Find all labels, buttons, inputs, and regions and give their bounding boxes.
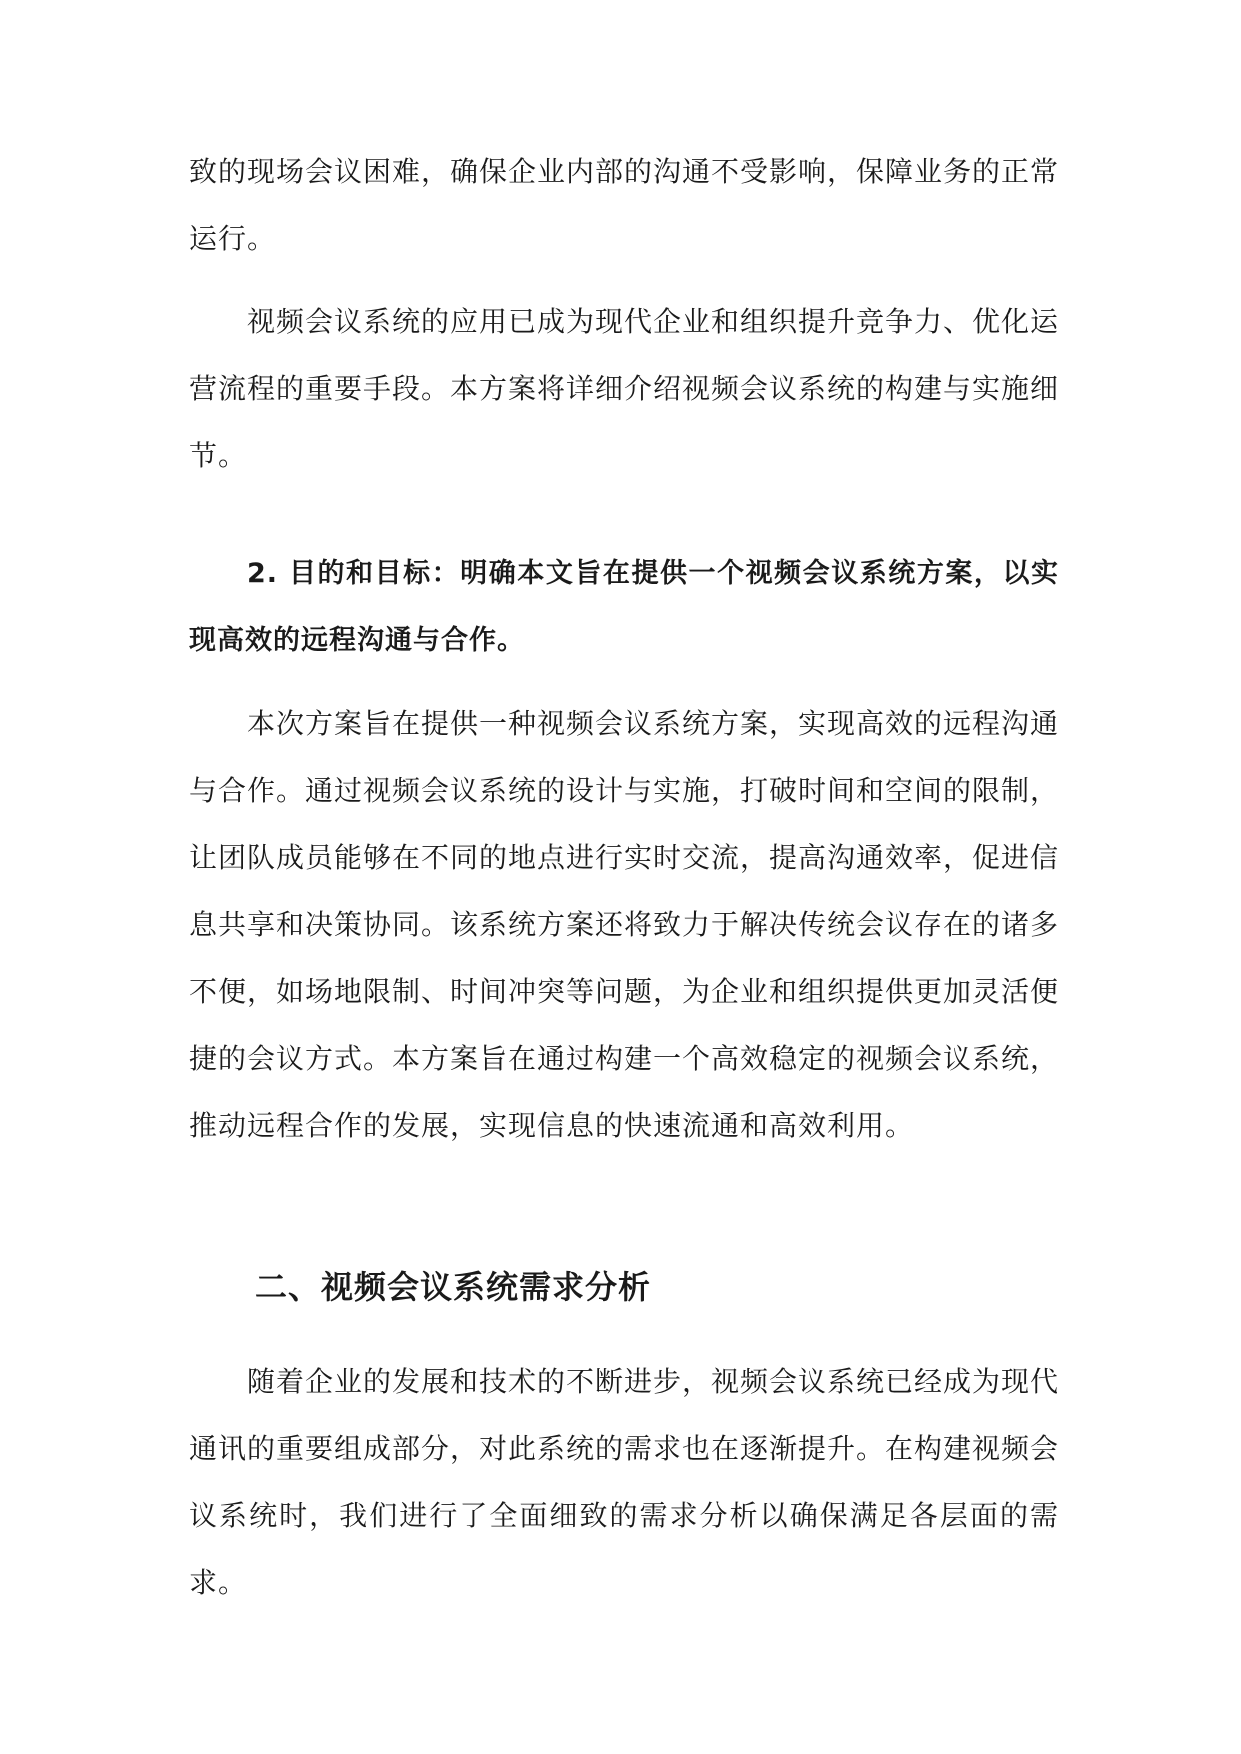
paragraph-application: 视频会议系统的应用已成为现代企业和组织提升竞争力、优化运营流程的重要手段。本方案将详细介绍视频会议系统的构建与实施细节。 — [189, 305, 1060, 472]
section-heading-purpose: 2. 目的和目标：明确本文旨在提供一个视频会议系统方案，以实现高效的远程沟通与合作。 — [189, 558, 1059, 656]
paragraph-requirements: 随着企业的发展和技术的不断进步，视频会议系统已经成为现代通讯的重要组成部分，对此系统的需求也在逐渐提升。在构建视频会议系统时，我们进行了全面细致的需求分析以确保满足各层面的需求。 — [189, 1365, 1060, 1599]
paragraph-purpose: 本次方案旨在提供一种视频会议系统方案，实现高效的远程沟通与合作。通过视频会议系统的设计与实施，打破时间和空间的限制，让团队成员能够在不同的地点进行实时交流，提高沟通效率，促进信息共享和决策协同。该系统方案还将致力于解决传统会议存在的诸多不便，如场地限制、时间冲突等问题，为企业和组织提供更加灵活便捷的会议方式。本方案旨在通过构建一个高效稳定的视频会议系统，推动远程合作的发展，实现信息的快速流通和高效利用。 — [189, 707, 1060, 1142]
paragraph-continuation: 致的现场会议困难，确保企业内部的沟通不受影响，保障业务的正常运行。 — [189, 155, 1060, 255]
chapter-heading-requirements: 二、视频会议系统需求分析 — [255, 1268, 652, 1306]
